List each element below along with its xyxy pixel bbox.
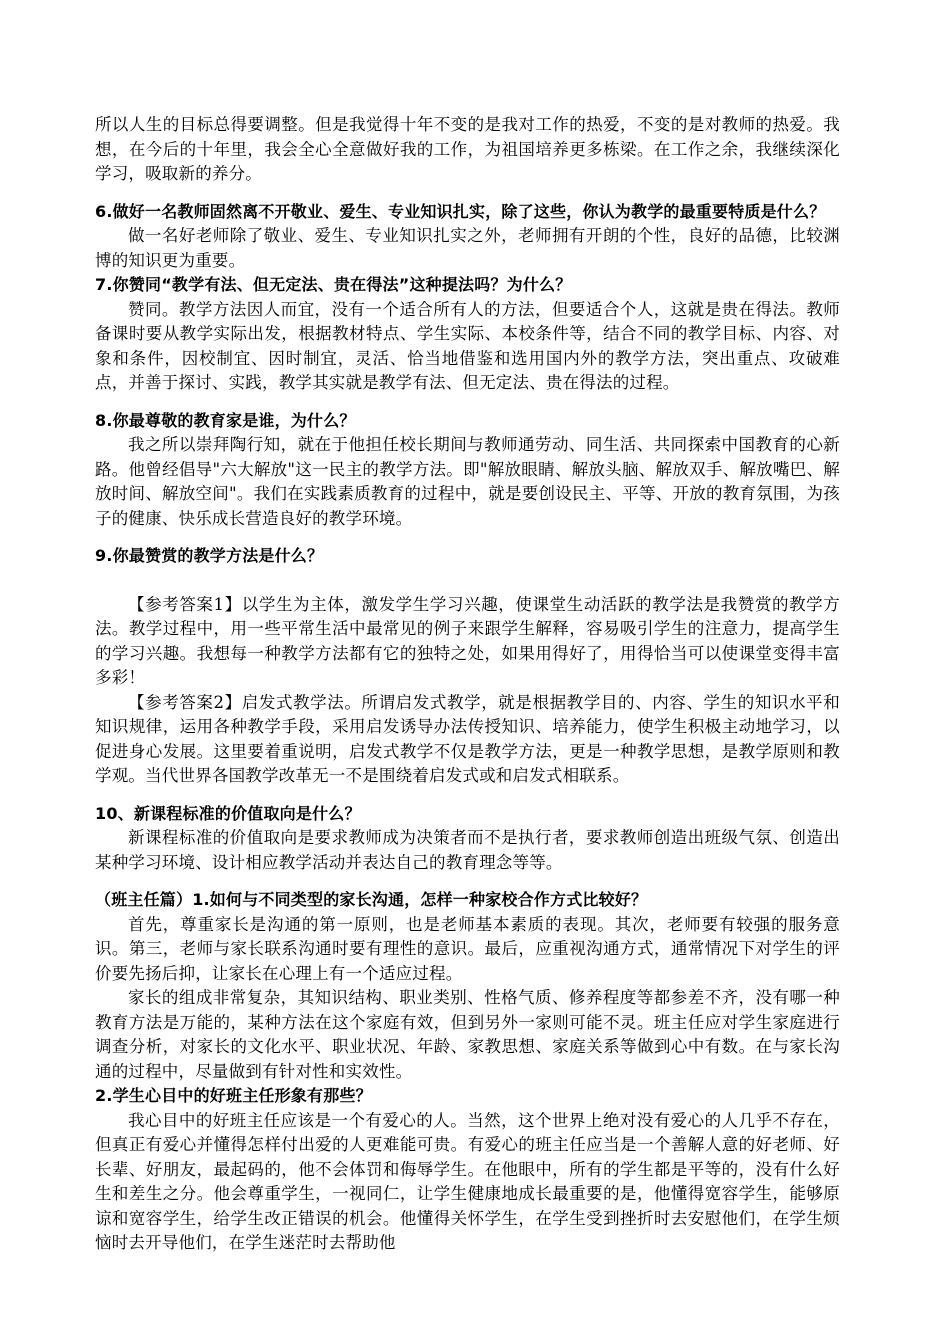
answer-7: 赞同。教学方法因人而宜，没有一个适合所有人的方法，但要适合个人，这就是贵在得法。教师备课时要从教学实际出发，根据教材特点、学生实际、本校条件等，结合不同的教学目标、内容、对象和条件，因校制宜、因时制宜，灵活、恰当地借鉴和选用国内外的教学方法，突出重点、攻破难点，并善于探讨、实践，教学其实就是教学有法、但无定法、贵在得法的过程。 [95, 299, 840, 392]
answer-head-teacher-1-part-2: 家长的组成非常复杂，其知识结构、职业类别、性格气质、修养程度等都参差不齐，没有哪一种教育方法是万能的，某种方法在这个家庭有效，但到另外一家则可能不灵。班主任应对学生家庭进行调查分析，对家长的文化水平、职业状况、年龄、家教思想、家庭关系等做到心中有数。在与家长沟通的过程中，尽量做到有针对性和实效性。 [95, 988, 840, 1081]
question-10: 10、新课程标准的价值取向是什么？ [95, 803, 361, 823]
question-6: 6.做好一名教师固然离不开敬业、爱生、专业知识扎实，除了这些，你认为教学的最重要特质是什么？ [95, 201, 826, 221]
question-8: 8.你最尊敬的教育家是谁，为什么？ [95, 410, 356, 430]
question-head-teacher-2: 2.学生心目中的好班主任形象有那些？ [95, 1086, 372, 1105]
spacer [95, 569, 840, 585]
question-head-teacher-1: （班主任篇）1.如何与不同类型的家长沟通，怎样一种家校合作方式比较好？ [95, 890, 648, 909]
question-7: 7.你赞同“教学有法、但无定法、贵在得法”这种提法吗？为什么？ [95, 275, 572, 294]
question-9: 9.你最赞赏的教学方法是什么？ [95, 546, 324, 565]
answer-head-teacher-1-part-1: 首先，尊重家长是沟通的第一原则，也是老师基本素质的表现。其次，老师要有较强的服务意识。第三，老师与家长联系沟通时要有理性的意识。最后，应重视沟通方式，通常情况下对学生的评价要先扬后抑，让家长在心理上有一个适应过程。 [95, 914, 840, 983]
answer-8: 我之所以崇拜陶行知，就在于他担任校长期间与教师通劳动、同生活、共同探索中国教育的心新路。他曾经倡导"六大解放"这一民主的教学方法。即"解放眼睛、解放头脑、解放双手、解放嘴巴、解放时间、解放空间"。我们在实践素质教育的过程中，就是要创设民主、平等、开放的教育氛围，为孩子的健康、快乐成长营造良好的教学环境。 [95, 435, 840, 528]
answer-9-option-1: 【参考答案1】以学生为主体，激发学生学习兴趣，使课堂生动活跃的教学法是我赞赏的教学方法。教学过程中，用一些平常生活中最常见的例子来跟学生解释，容易吸引学生的注意力，提高学生的学习兴趣。我想每一种教学方法都有它的独特之处，如果用得好了，用得恰当可以使课堂变得丰富多彩！ [95, 594, 840, 687]
answer-10: 新课程标准的价值取向是要求教师成为决策者而不是执行者，要求教师创造出班级气氛、创造出某种学习环境、设计相应教学活动并表达自己的教育理念等等。 [95, 828, 840, 872]
answer-9-option-2: 【参考答案2】启发式教学法。所谓启发式教学，就是根据教学目的、内容、学生的知识水平和知识规律，运用各种教学手段，采用启发诱导办法传授知识、培养能力，使学生积极主动地学习，以促进身心发展。这里要着重说明，启发式教学不仅是教学方法，更是一种教学思想，是教学原则和教学观。当代世界各国教学改革无一不是围绕着启发式或和启发式相联系。 [95, 692, 840, 785]
answer-head-teacher-2: 我心目中的好班主任应该是一个有爱心的人。当然，这个世界上绝对没有爱心的人几乎不存在，但真正有爱心并懂得怎样付出爱的人更难能可贵。有爱心的班主任应当是一个善解人意的好老师、好长辈、好朋友，最起码的，他不会体罚和侮辱学生。在他眼中，所有的学生都是平等的，没有什么好生和差生之分。他会尊重学生，一视同仁，让学生健康地成长最重要的是，他懂得宽容学生，能够原谅和宽容学生，给学生改正错误的机会。他懂得关怀学生，在学生受到挫折时去安慰他们，在学生烦恼时去开导他们，在学生迷茫时去帮助他 [95, 1110, 840, 1252]
answer-6: 做一名好老师除了敬业、爱生、专业知识扎实之外，老师拥有开朗的个性，良好的品德，比较渊博的知识更为重要。 [95, 226, 840, 270]
intro-paragraph: 所以人生的目标总得要调整。但是我觉得十年不变的是我对工作的热爱，不变的是对教师的热爱。我想，在今后的十年里，我会全心全意做好我的工作，为祖国培养更多栋梁。在工作之余，我继续深化学习，吸取新的养分。 [95, 115, 840, 183]
